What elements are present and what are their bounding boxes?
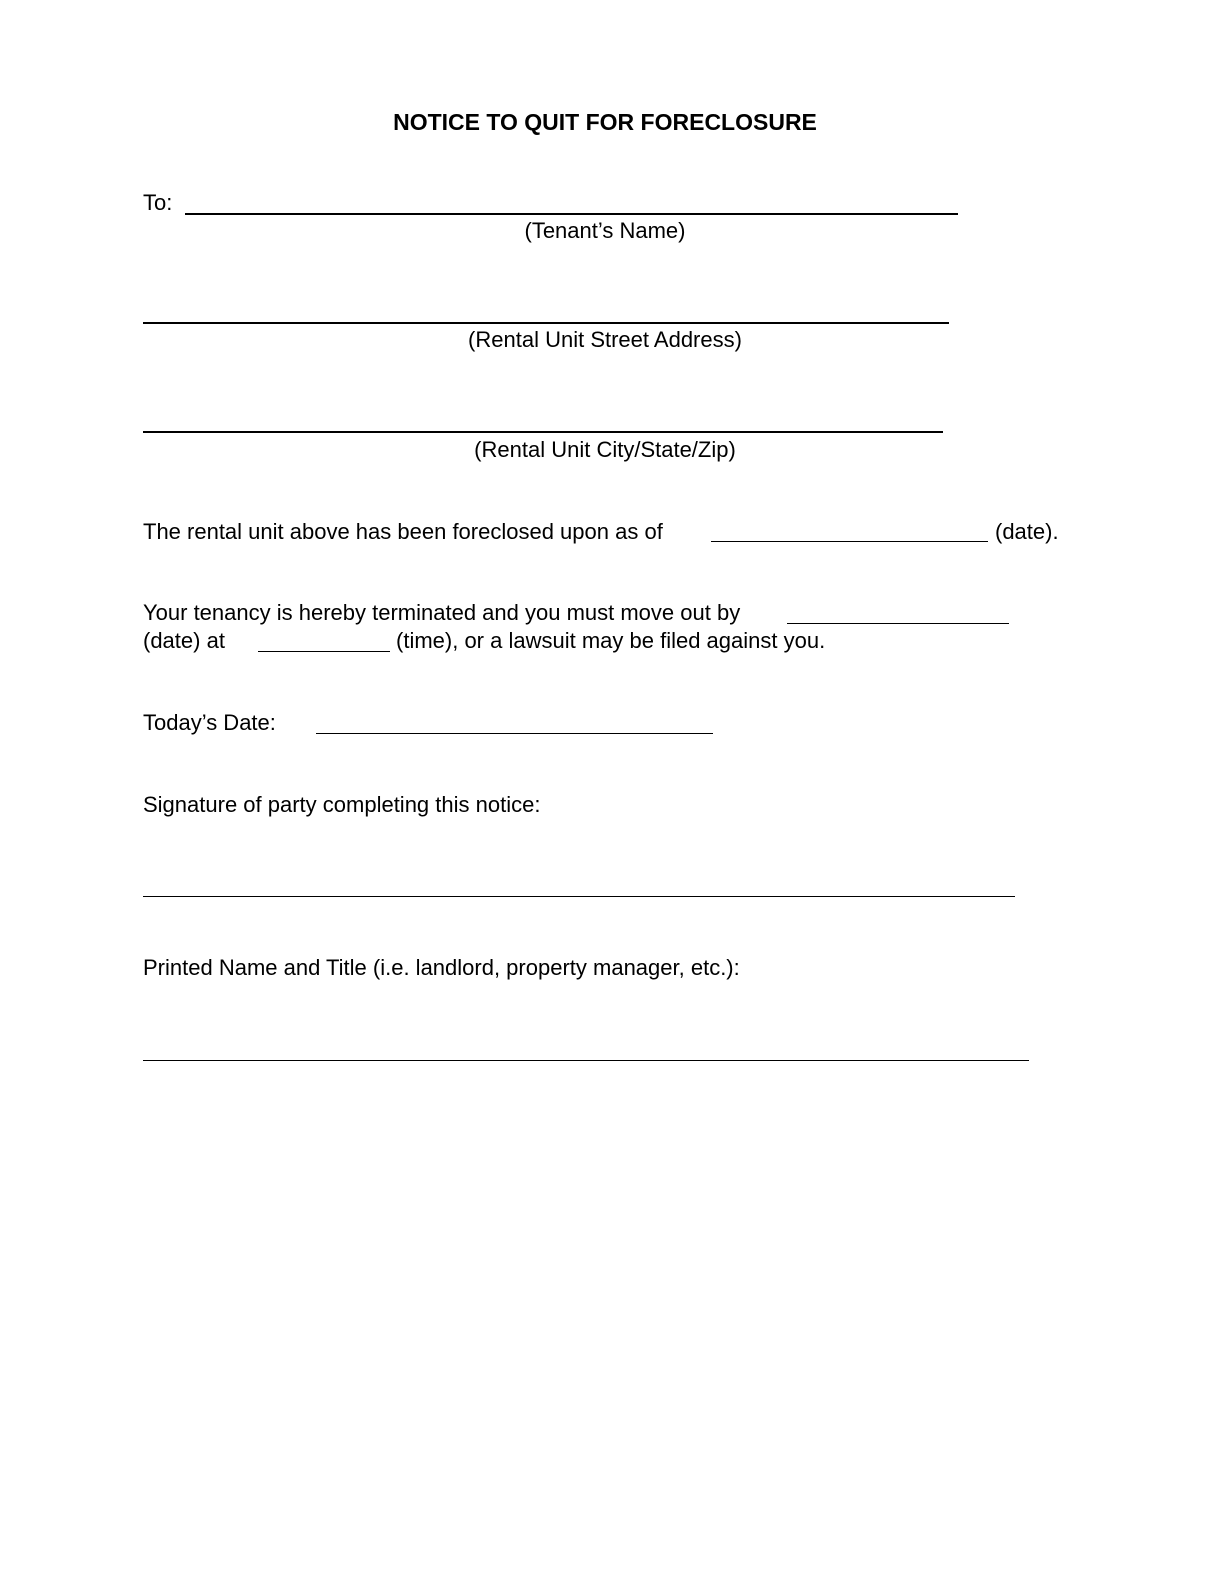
todays-date-line[interactable]	[316, 733, 713, 734]
termination-date-label: (date) at	[143, 628, 225, 653]
signature-line[interactable]	[143, 896, 1015, 897]
city-state-zip-line[interactable]	[143, 431, 943, 433]
termination-text-line2: (time), or a lawsuit may be filed against you.	[396, 628, 826, 653]
signature-label: Signature of party completing this notice:	[143, 792, 541, 817]
move-out-time-line[interactable]	[258, 651, 390, 652]
todays-date-label: Today’s Date:	[143, 710, 276, 735]
termination-text-line1: Your tenancy is hereby terminated and you must move out by	[143, 600, 741, 625]
to-label: To:	[143, 190, 173, 215]
document-title: NOTICE TO QUIT FOR FORECLOSURE	[393, 109, 817, 135]
foreclosure-date-suffix: (date).	[995, 519, 1059, 544]
printed-name-line[interactable]	[143, 1060, 1029, 1061]
printed-name-label: Printed Name and Title (i.e. landlord, property manager, etc.):	[143, 955, 740, 980]
foreclosed-text: The rental unit above has been foreclosed upon as of	[143, 519, 663, 544]
street-address-line[interactable]	[143, 322, 949, 324]
street-address-caption: (Rental Unit Street Address)	[468, 327, 742, 352]
city-state-zip-caption: (Rental Unit City/State/Zip)	[474, 437, 736, 462]
move-out-date-line[interactable]	[787, 623, 1009, 624]
foreclosure-date-line[interactable]	[711, 541, 988, 542]
tenant-name-line[interactable]	[185, 213, 958, 215]
tenant-name-caption: (Tenant’s Name)	[524, 218, 686, 243]
